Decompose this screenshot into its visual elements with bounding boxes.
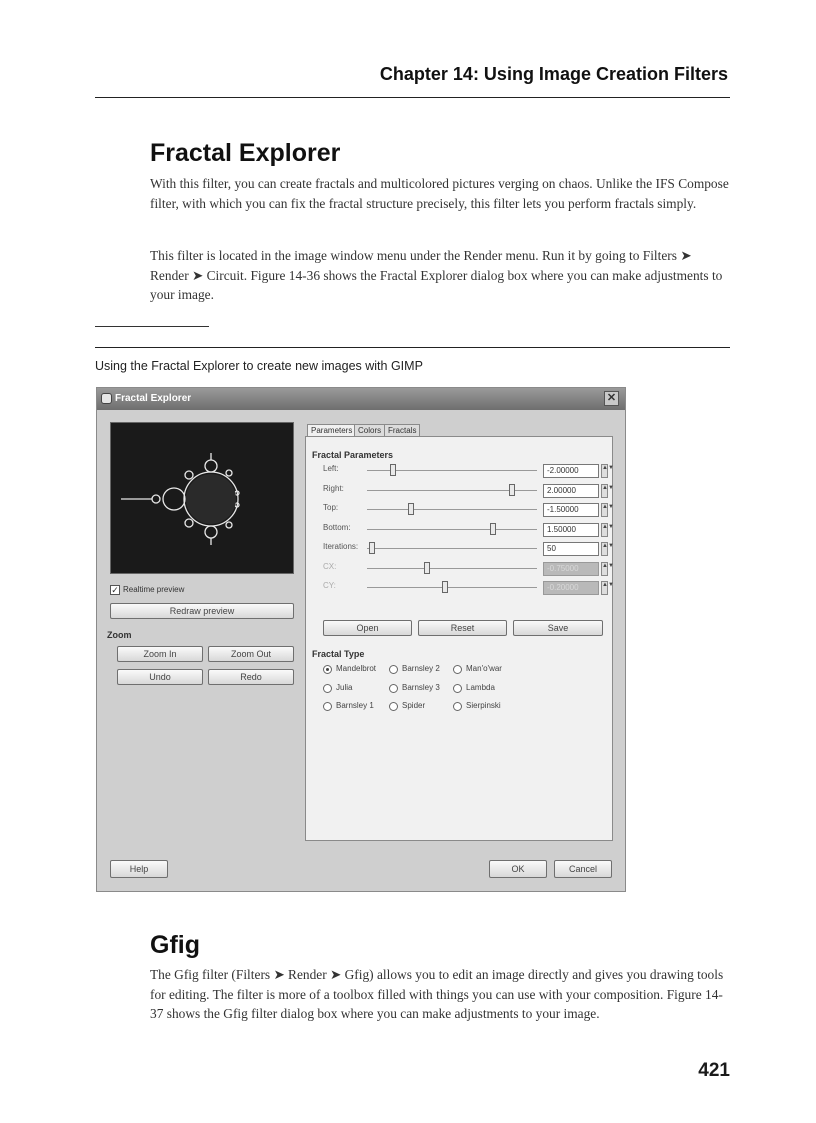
fractal-type-radio[interactable] [323,665,332,674]
short-rule [95,326,209,327]
spin-arrows-icon[interactable]: ▲▼ [601,581,608,595]
zoom-section-title: Zoom [107,630,132,640]
fractal-type-title: Fractal Type [312,649,365,659]
fractal-type-radio[interactable] [453,684,462,693]
open-button[interactable]: Open [323,620,412,636]
paragraph-1: With this filter, you can create fractals and multicolored pictures verging on chaos. Unlike the IFS Compose filter, with which you can fix the fractal structure precisely, this filter lets you perform fractals simply. [150,176,729,211]
fractal-preview [110,422,294,574]
spin-arrows-icon[interactable]: ▲▼ [601,562,608,576]
param-slider-track[interactable] [367,587,537,588]
ok-button[interactable]: OK [489,860,547,878]
fractal-parameters-title: Fractal Parameters [312,450,394,460]
gimp-app-icon [101,393,112,404]
reset-button[interactable]: Reset [418,620,507,636]
param-label: CX: [323,561,337,571]
param-slider-track[interactable] [367,509,537,510]
fractal-type-label: Lambda [466,683,495,692]
dialog-titlebar [97,388,625,410]
fractal-type-label: Julia [336,683,353,692]
fractal-type-label: Barnsley 3 [402,683,440,692]
param-slider-handle[interactable] [509,484,515,496]
param-value-field[interactable]: -0.20000 [543,581,599,595]
checkmark-icon[interactable]: ✓ [111,585,119,595]
param-value-field[interactable]: 50 [543,542,599,556]
param-label: Bottom: [323,522,351,532]
param-slider-track[interactable] [367,568,537,569]
fractal-type-label: Mandelbrot [336,664,377,673]
dialog-title: Fractal Explorer [115,393,192,404]
param-value-field[interactable]: -1.50000 [543,503,599,517]
section-title-gfig: Gfig [150,931,200,959]
fractal-type-radio[interactable] [453,665,462,674]
fractal-type-radio[interactable] [389,702,398,711]
help-button[interactable]: Help [110,860,168,878]
fractal-explorer-dialog [96,387,626,892]
fractal-type-radio[interactable] [323,702,332,711]
fractal-type-label: Sierpinski [466,701,501,710]
spin-arrows-icon[interactable]: ▲▼ [601,464,608,478]
tab-fractals[interactable]: Fractals [384,424,420,437]
tab-parameters[interactable]: Parameters [307,424,356,438]
spin-arrows-icon[interactable]: ▲▼ [601,484,608,498]
fractal-type-label: Man'o'war [466,664,502,673]
close-icon[interactable]: ✕ [604,391,619,406]
paragraph-2: This filter is located in the image window menu under the Render menu. Run it by going to Filters ➤ Render ➤ Circuit. Figure 14-36 shows the Fractal Explorer dialog box where you can make adjustments to your image. [150,248,723,302]
param-label: Left: [323,464,339,473]
param-label: Iterations: [323,542,359,551]
param-label: Top: [323,503,339,512]
redo-button[interactable]: Redo [208,669,294,685]
save-button[interactable]: Save [513,620,603,636]
fractal-type-radio[interactable] [389,684,398,693]
fractal-type-radio[interactable] [453,702,462,711]
param-label: CY: [323,581,336,590]
fractal-type-radio[interactable] [389,665,398,674]
param-slider-handle[interactable] [390,464,396,476]
caption-rule [95,347,730,348]
param-value-field[interactable]: -2.00000 [543,464,599,478]
fractal-type-radio[interactable] [323,684,332,693]
spin-arrows-icon[interactable]: ▲▼ [601,523,608,537]
realtime-preview-label: Realtime preview [123,585,185,594]
zoom-in-button[interactable]: Zoom In [117,646,203,662]
page-number: 421 [698,1060,730,1081]
param-value-field[interactable]: 1.50000 [543,523,599,537]
header-rule [95,97,730,98]
redraw-preview-button[interactable]: Redraw preview [110,603,294,619]
param-slider-track[interactable] [367,548,537,549]
param-value-field[interactable]: -0.75000 [543,562,599,576]
cancel-button[interactable]: Cancel [554,860,612,878]
param-slider-track[interactable] [367,529,537,530]
param-slider-handle[interactable] [408,503,414,515]
param-label: Right: [323,483,344,493]
param-slider-handle[interactable] [424,562,430,574]
param-slider-handle[interactable] [369,542,375,554]
fractal-type-label: Barnsley 2 [402,664,440,673]
param-value-field[interactable]: 2.00000 [543,484,599,498]
param-slider-handle[interactable] [490,523,496,535]
spin-arrows-icon[interactable]: ▲▼ [601,503,608,517]
undo-button[interactable]: Undo [117,669,203,685]
spin-arrows-icon[interactable]: ▲▼ [601,542,608,556]
fractal-preview-image [111,423,293,573]
section-title-fractal-explorer: Fractal Explorer [150,139,341,167]
tab-colors[interactable]: Colors [354,424,385,437]
paragraph-3: The Gfig filter (Filters ➤ Render ➤ Gfig) allows you to edit an image directly and gives you drawing tools for editing. The filter is more of a toolbox filled with things you can use with your composition. Figure 14-37 shows the Gfig filter dialog box where you can make adjustments to your image. [150,967,724,1021]
param-slider-handle[interactable] [442,581,448,593]
zoom-out-button[interactable]: Zoom Out [208,646,294,662]
figure-caption: Using the Fractal Explorer to create new images with GIMP [95,359,423,373]
running-head: Chapter 14: Using Image Creation Filters [379,64,728,84]
fractal-type-label: Spider [402,701,426,710]
fractal-type-label: Barnsley 1 [336,701,374,710]
